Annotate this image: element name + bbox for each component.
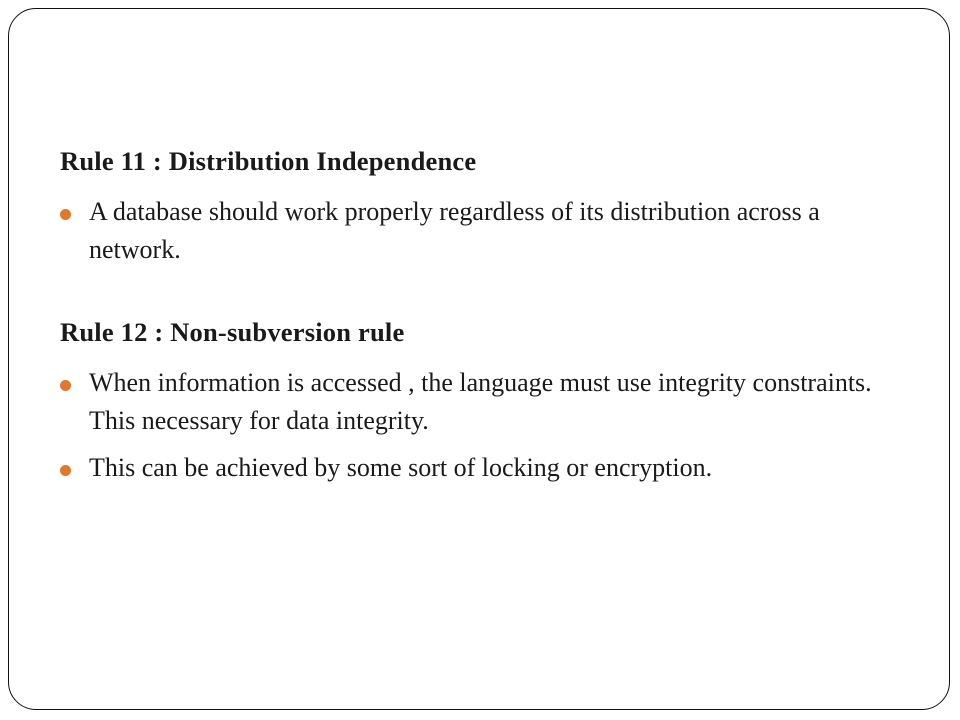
slide-content xyxy=(60,141,880,487)
rule-11-heading: Rule 11 : Distribution Independence xyxy=(60,146,477,176)
bullet-item xyxy=(60,364,880,440)
bullet-text: When information is accessed , the language must use integrity constraints. This necessary for data integrity. xyxy=(89,368,872,435)
bullet-text: This can be achieved by some sort of locking or encryption. xyxy=(89,453,713,482)
bullet-dot-icon xyxy=(60,209,71,220)
bullet-dot-icon xyxy=(60,380,71,391)
bullet-dot-icon xyxy=(60,465,71,476)
bullet-text: A database should work properly regardless of its distribution across a network. xyxy=(89,197,820,264)
bullet-item xyxy=(60,193,880,269)
rule-12-heading: Rule 12 : Non-subversion rule xyxy=(60,317,405,347)
bullet-item xyxy=(60,449,880,487)
